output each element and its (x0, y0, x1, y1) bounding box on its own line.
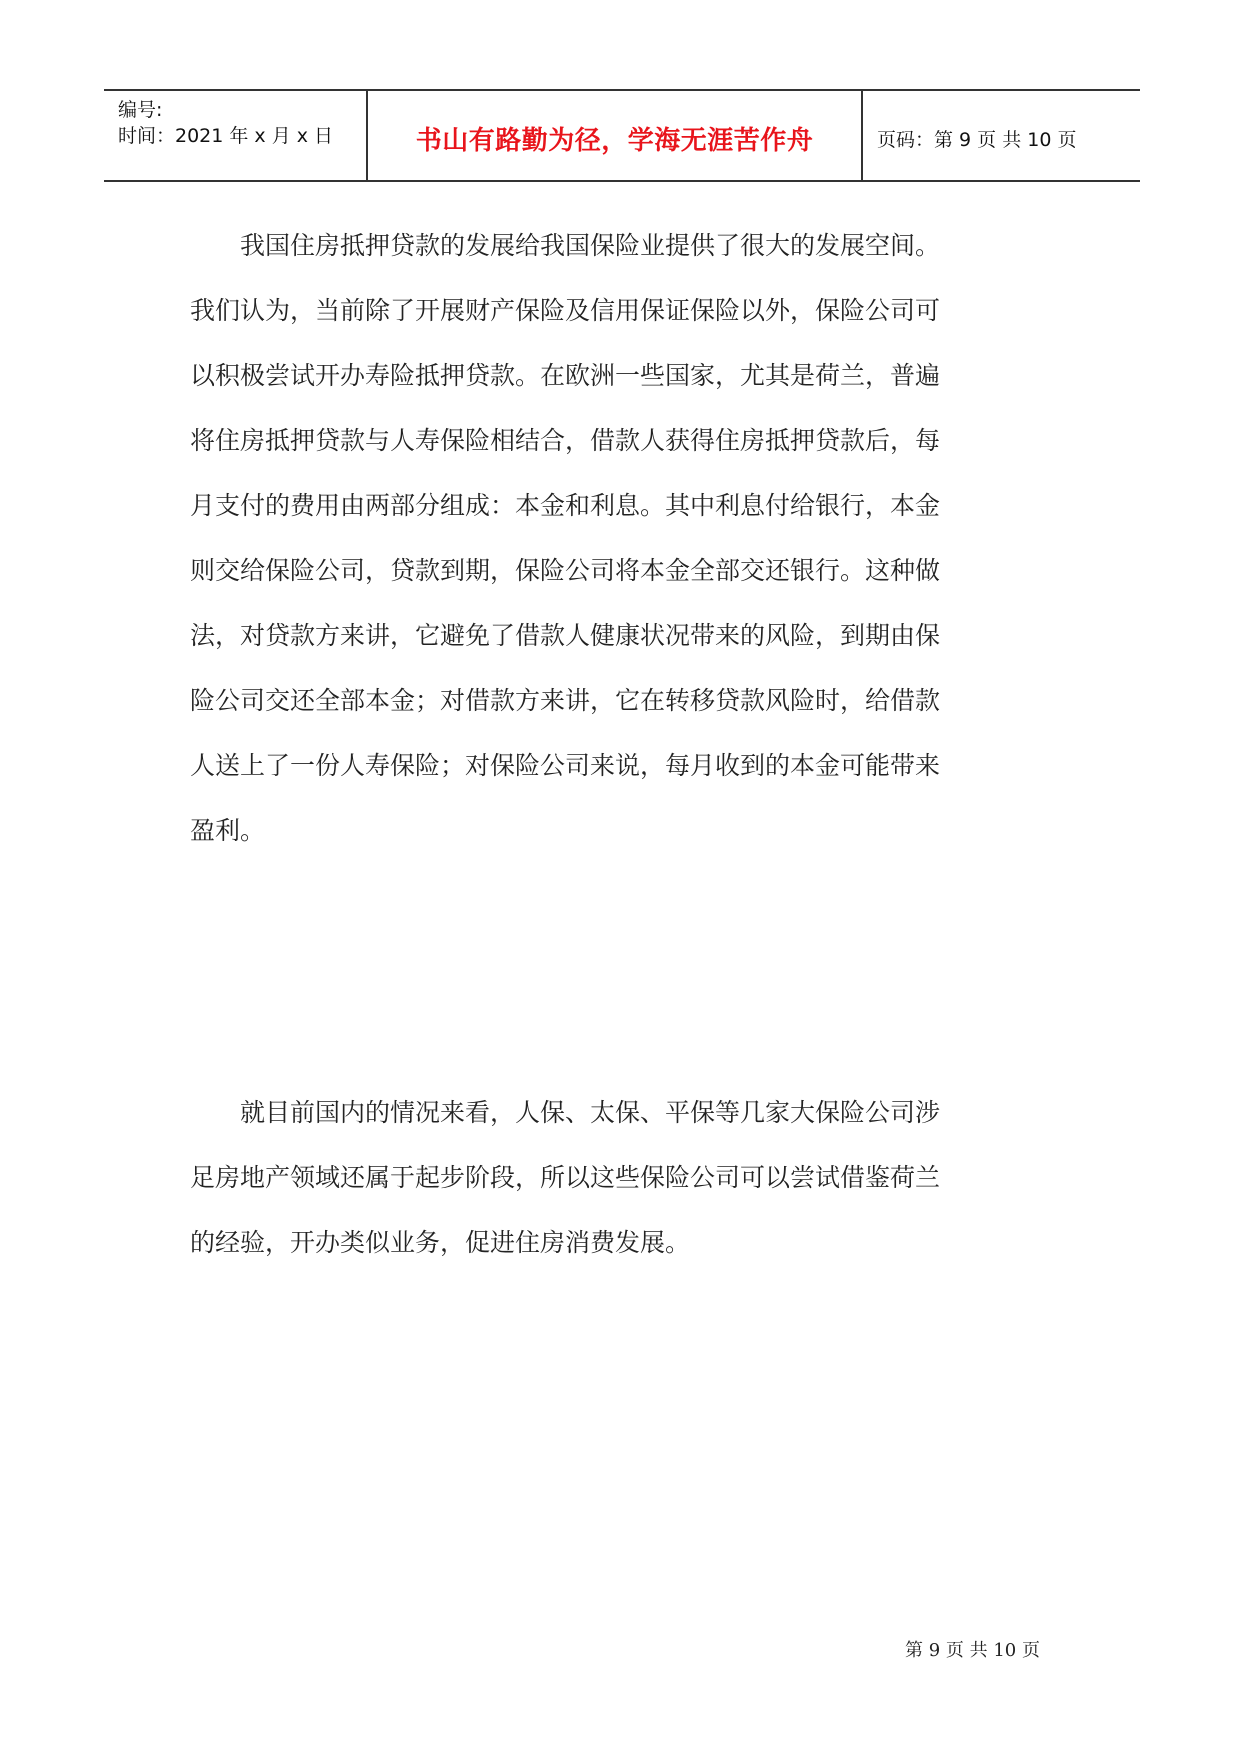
page-header (104, 89, 1140, 182)
number-label: 编号: (118, 99, 163, 121)
time-label: 时间：2021 年 x 月 x 日 (118, 125, 334, 147)
paragraph-line: 就目前国内的情况来看，人保、太保、平保等几家大保险公司涉 (240, 1098, 941, 1127)
paragraph-2 (190, 1080, 1062, 1275)
paragraph-line: 险公司交还全部本金；对借款方来讲，它在转移贷款风险时，给借款 (190, 686, 941, 715)
header-page-label: 页码：第 9 页 共 10 页 (877, 129, 1077, 151)
paragraph-line: 月支付的费用由两部分组成：本金和利息。其中利息付给银行，本金 (190, 491, 941, 520)
header-motto-cell (368, 91, 863, 180)
paragraph-line: 将住房抵押贷款与人寿保险相结合，借款人获得住房抵押贷款后，每 (190, 426, 941, 455)
paragraph-line: 盈利。 (190, 816, 266, 845)
paragraph-line: 法，对贷款方来讲，它避免了借款人健康状况带来的风险，到期由保 (190, 621, 941, 650)
paragraph-line: 的经验，开办类似业务，促进住房消费发展。 (190, 1228, 691, 1257)
paragraph-line: 我国住房抵押贷款的发展给我国保险业提供了很大的发展空间。 (240, 231, 941, 260)
header-page-cell (863, 91, 1140, 180)
paragraph-line: 人送上了一份人寿保险；对保险公司来说，每月收到的本金可能带来 (190, 751, 941, 780)
header-meta-cell (104, 91, 368, 180)
paragraph-1 (190, 213, 1062, 863)
paragraph-line: 足房地产领域还属于起步阶段，所以这些保险公司可以尝试借鉴荷兰 (190, 1163, 941, 1192)
paragraph-line: 我们认为，当前除了开展财产保险及信用保证保险以外，保险公司可 (190, 296, 941, 325)
paragraph-line: 以积极尝试开办寿险抵押贷款。在欧洲一些国家，尤其是荷兰，普遍 (190, 361, 941, 390)
header-motto: 书山有路勤为径，学海无涯苦作舟 (415, 126, 814, 156)
paragraph-line: 则交给保险公司，贷款到期，保险公司将本金全部交还银行。这种做 (190, 556, 941, 585)
page-footer: 第 9 页 共 10 页 (905, 1640, 1040, 1661)
